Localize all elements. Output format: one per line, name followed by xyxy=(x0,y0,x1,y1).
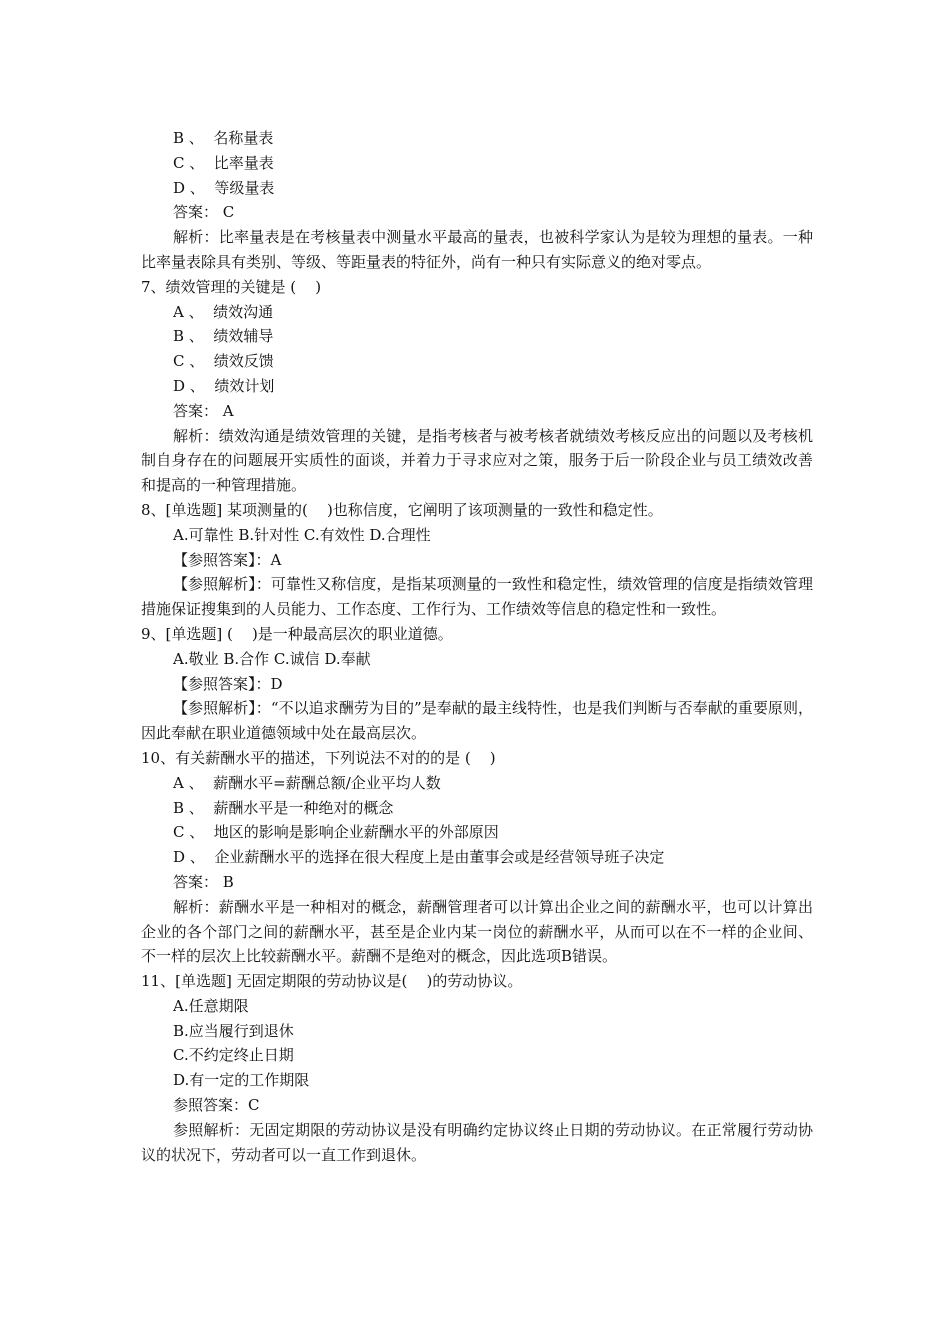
option-line: B 、 绩效辅导 xyxy=(173,327,274,346)
explanation-paragraph: 【参照解析】：“不以追求酬劳为目的”是奉献的最主线特性，也是我们判断与否奉献的重要原则，因此奉献在职业道德领域中处在最高层次。 xyxy=(141,699,813,743)
option-line: C 、 绩效反馈 xyxy=(173,352,274,371)
document-body xyxy=(141,126,813,1167)
answer-line: 参照答案：C xyxy=(173,1096,260,1115)
option-line: A.敬业 B.合作 C.诚信 D.奉献 xyxy=(173,649,371,668)
question-line: 10、有关薪酬水平的描述，下列说法不对的的是 ( ) xyxy=(141,748,496,767)
answer-line: 答案： B xyxy=(173,872,234,891)
option-line: A.任意期限 xyxy=(173,996,249,1015)
option-line: C.不约定终止日期 xyxy=(173,1046,294,1065)
option-line: A 、 薪酬水平=薪酬总额/企业平均人数 xyxy=(173,773,441,792)
option-line: C 、 比率量表 xyxy=(173,153,274,172)
option-line: D.有一定的工作期限 xyxy=(173,1071,310,1090)
answer-line: 答案： C xyxy=(173,203,235,222)
question-line: 9、[单选题] ( )是一种最高层次的职业道德。 xyxy=(141,624,453,643)
explanation-paragraph: 【参照解析】：可靠性又称信度，是指某项测量的一致性和稳定性，绩效管理的信度是指绩效管理措施保证搜集到的人员能力、工作态度、工作行为、工作绩效等信息的稳定性和一致性。 xyxy=(141,575,813,619)
question-line: 8、[单选题] 某项测量的( )也称信度，它阐明了该项测量的一致性和稳定性。 xyxy=(141,500,663,519)
option-line: B 、 薪酬水平是一种绝对的概念 xyxy=(173,798,394,817)
question-line: 11、[单选题] 无固定期限的劳动协议是( )的劳动协议。 xyxy=(141,972,523,991)
explanation-paragraph: 解析：绩效沟通是绩效管理的关键，是指考核者与被考核者就绩效考核反应出的问题以及考核机制自身存在的问题展开实质性的面谈，并着力于寻求应对之策，服务于后一阶段企业与员工绩效改善和提高的一种管理措施。 xyxy=(141,426,813,495)
explanation-paragraph: 参照解析：无固定期限的劳动协议是没有明确约定协议终止日期的劳动协议。在正常履行劳动协议的状况下，劳动者可以一直工作到退休。 xyxy=(141,1120,813,1164)
option-line: B.应当履行到退休 xyxy=(173,1021,294,1040)
option-line: B 、 名称量表 xyxy=(173,129,274,147)
option-line: A 、 绩效沟通 xyxy=(173,302,274,321)
answer-line: 【参照答案】：A xyxy=(173,550,282,569)
answer-line: 【参照答案】：D xyxy=(173,674,283,693)
option-line: A.可靠性 B.针对性 C.有效性 D.合理性 xyxy=(173,525,431,544)
option-line: C 、 地区的影响是影响企业薪酬水平的外部原因 xyxy=(173,823,499,842)
explanation-paragraph: 解析：薪酬水平是一种相对的概念，薪酬管理者可以计算出企业之间的薪酬水平，也可以计算出企业的各个部门之间的薪酬水平，甚至是企业内某一岗位的薪酬水平，从而可以在不一样的企业间、不一样的层次上比较薪酬水平。薪酬不是绝对的概念，因此选项B错误。 xyxy=(141,897,813,966)
question-line: 7、绩效管理的关键是 ( ) xyxy=(141,277,322,296)
option-line: D 、 绩效计划 xyxy=(173,376,275,395)
option-line: D 、 企业薪酬水平的选择在很大程度上是由董事会或是经营领导班子决定 xyxy=(173,848,665,867)
option-line: D 、 等级量表 xyxy=(173,178,275,197)
answer-line: 答案： A xyxy=(173,401,234,420)
explanation-paragraph: 解析：比率量表是在考核量表中测量水平最高的量表，也被科学家认为是较为理想的量表。一种比率量表除具有类别、等级、等距量表的特征外，尚有一种只有实际意义的绝对零点。 xyxy=(141,228,813,271)
